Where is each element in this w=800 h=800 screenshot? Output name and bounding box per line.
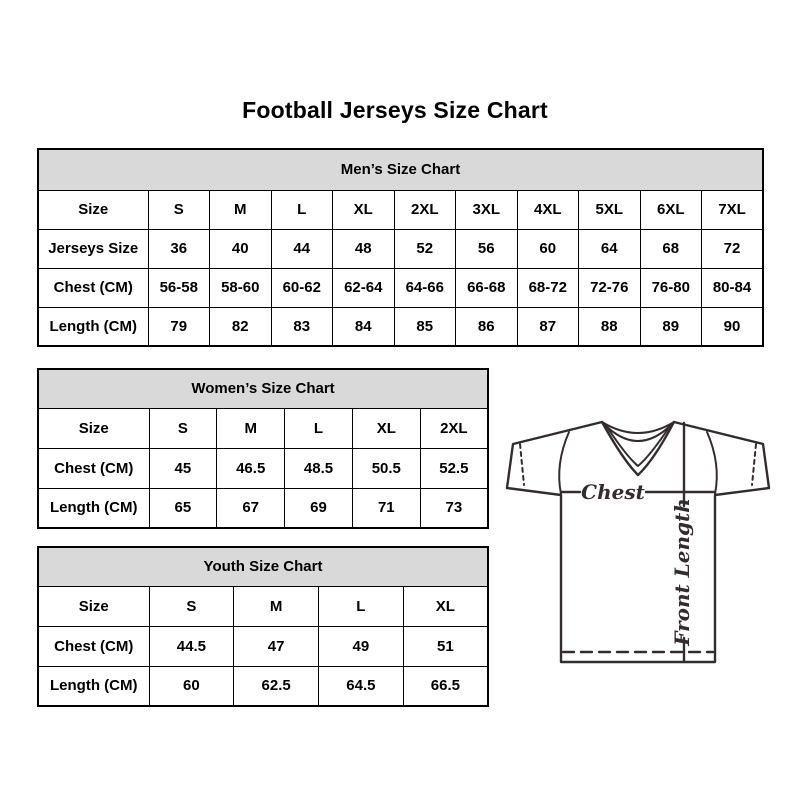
cell: 90 xyxy=(702,307,764,346)
row-label: Length (CM) xyxy=(38,307,148,346)
cell: 82 xyxy=(210,307,272,346)
cell: S xyxy=(149,408,217,448)
cell: 66.5 xyxy=(403,666,488,706)
table-header-row xyxy=(38,547,488,586)
cell: 48.5 xyxy=(285,448,353,488)
cell: 66-68 xyxy=(456,268,518,307)
cell: 62.5 xyxy=(234,666,319,706)
cell: 52.5 xyxy=(420,448,488,488)
cell: XL xyxy=(403,586,488,626)
cell: 86 xyxy=(456,307,518,346)
cell: 44.5 xyxy=(149,626,234,666)
table-row xyxy=(38,408,488,448)
table-row xyxy=(38,448,488,488)
cell: 60-62 xyxy=(271,268,333,307)
cell: 56-58 xyxy=(148,268,210,307)
cell: 7XL xyxy=(702,190,764,229)
cell: 60 xyxy=(517,229,579,268)
table-row xyxy=(38,488,488,528)
cell: XL xyxy=(333,190,395,229)
cell: 50.5 xyxy=(352,448,420,488)
table-header-row xyxy=(38,369,488,408)
womens-size-table xyxy=(37,368,489,529)
row-label: Chest (CM) xyxy=(38,448,149,488)
cell: 48 xyxy=(333,229,395,268)
cell: 40 xyxy=(210,229,272,268)
cell: 73 xyxy=(420,488,488,528)
table-title: Women’s Size Chart xyxy=(38,369,488,408)
cell: 3XL xyxy=(456,190,518,229)
armhole-seam-right xyxy=(707,432,717,494)
cell: 80-84 xyxy=(702,268,764,307)
cell: 83 xyxy=(271,307,333,346)
cuff-stitch-right xyxy=(752,444,756,485)
page-title: Football Jerseys Size Chart xyxy=(242,97,548,123)
cell: 89 xyxy=(640,307,702,346)
chest-label: Chest xyxy=(581,480,645,504)
cell: L xyxy=(319,586,404,626)
cell: 47 xyxy=(234,626,319,666)
table-row xyxy=(38,268,763,307)
cell: 2XL xyxy=(420,408,488,448)
cell: 52 xyxy=(394,229,456,268)
cell: 64.5 xyxy=(319,666,404,706)
table-row xyxy=(38,666,488,706)
cell: 76-80 xyxy=(640,268,702,307)
cell: 64-66 xyxy=(394,268,456,307)
mens-size-table xyxy=(37,148,764,347)
row-label: Size xyxy=(38,586,149,626)
cell: 49 xyxy=(319,626,404,666)
cell: M xyxy=(217,408,285,448)
row-label: Length (CM) xyxy=(38,488,149,528)
cell: 69 xyxy=(285,488,353,528)
cell: 58-60 xyxy=(210,268,272,307)
cuff-stitch-left xyxy=(520,444,524,485)
cell: 85 xyxy=(394,307,456,346)
jersey-measurement-diagram xyxy=(505,402,775,674)
row-label: Chest (CM) xyxy=(38,626,149,666)
cell: 68 xyxy=(640,229,702,268)
cell: L xyxy=(285,408,353,448)
cell: 72 xyxy=(702,229,764,268)
cell: M xyxy=(234,586,319,626)
cell: S xyxy=(148,190,210,229)
table-row xyxy=(38,229,763,268)
table-row xyxy=(38,307,763,346)
row-label: Length (CM) xyxy=(38,666,149,706)
cell: 46.5 xyxy=(217,448,285,488)
cell: 51 xyxy=(403,626,488,666)
cell: 65 xyxy=(149,488,217,528)
cell: 67 xyxy=(217,488,285,528)
row-label: Size xyxy=(38,408,149,448)
cell: 71 xyxy=(352,488,420,528)
cell: 68-72 xyxy=(517,268,579,307)
table-title: Men’s Size Chart xyxy=(38,149,763,190)
front-length-label: Front Length xyxy=(670,498,694,646)
table-row xyxy=(38,190,763,229)
table-row xyxy=(38,586,488,626)
row-label: Jerseys Size xyxy=(38,229,148,268)
cell: 6XL xyxy=(640,190,702,229)
cell: 60 xyxy=(149,666,234,706)
vneck-outer xyxy=(602,422,674,475)
cell: 56 xyxy=(456,229,518,268)
cell: L xyxy=(271,190,333,229)
cell: 84 xyxy=(333,307,395,346)
row-label: Chest (CM) xyxy=(38,268,148,307)
cell: 36 xyxy=(148,229,210,268)
cell: 88 xyxy=(579,307,641,346)
cell: 5XL xyxy=(579,190,641,229)
cell: S xyxy=(149,586,234,626)
cell: 72-76 xyxy=(579,268,641,307)
cell: 87 xyxy=(517,307,579,346)
table-header-row xyxy=(38,149,763,190)
table-title: Youth Size Chart xyxy=(38,547,488,586)
cell: XL xyxy=(352,408,420,448)
cell: 2XL xyxy=(394,190,456,229)
cell: M xyxy=(210,190,272,229)
cell: 64 xyxy=(579,229,641,268)
jersey-outline xyxy=(507,422,769,662)
cell: 44 xyxy=(271,229,333,268)
cell: 4XL xyxy=(517,190,579,229)
cell: 62-64 xyxy=(333,268,395,307)
cell: 79 xyxy=(148,307,210,346)
youth-size-table xyxy=(37,546,489,707)
jersey-illustration xyxy=(505,402,775,674)
table-row xyxy=(38,626,488,666)
cell: 45 xyxy=(149,448,217,488)
armhole-seam-left xyxy=(559,432,569,494)
row-label: Size xyxy=(38,190,148,229)
